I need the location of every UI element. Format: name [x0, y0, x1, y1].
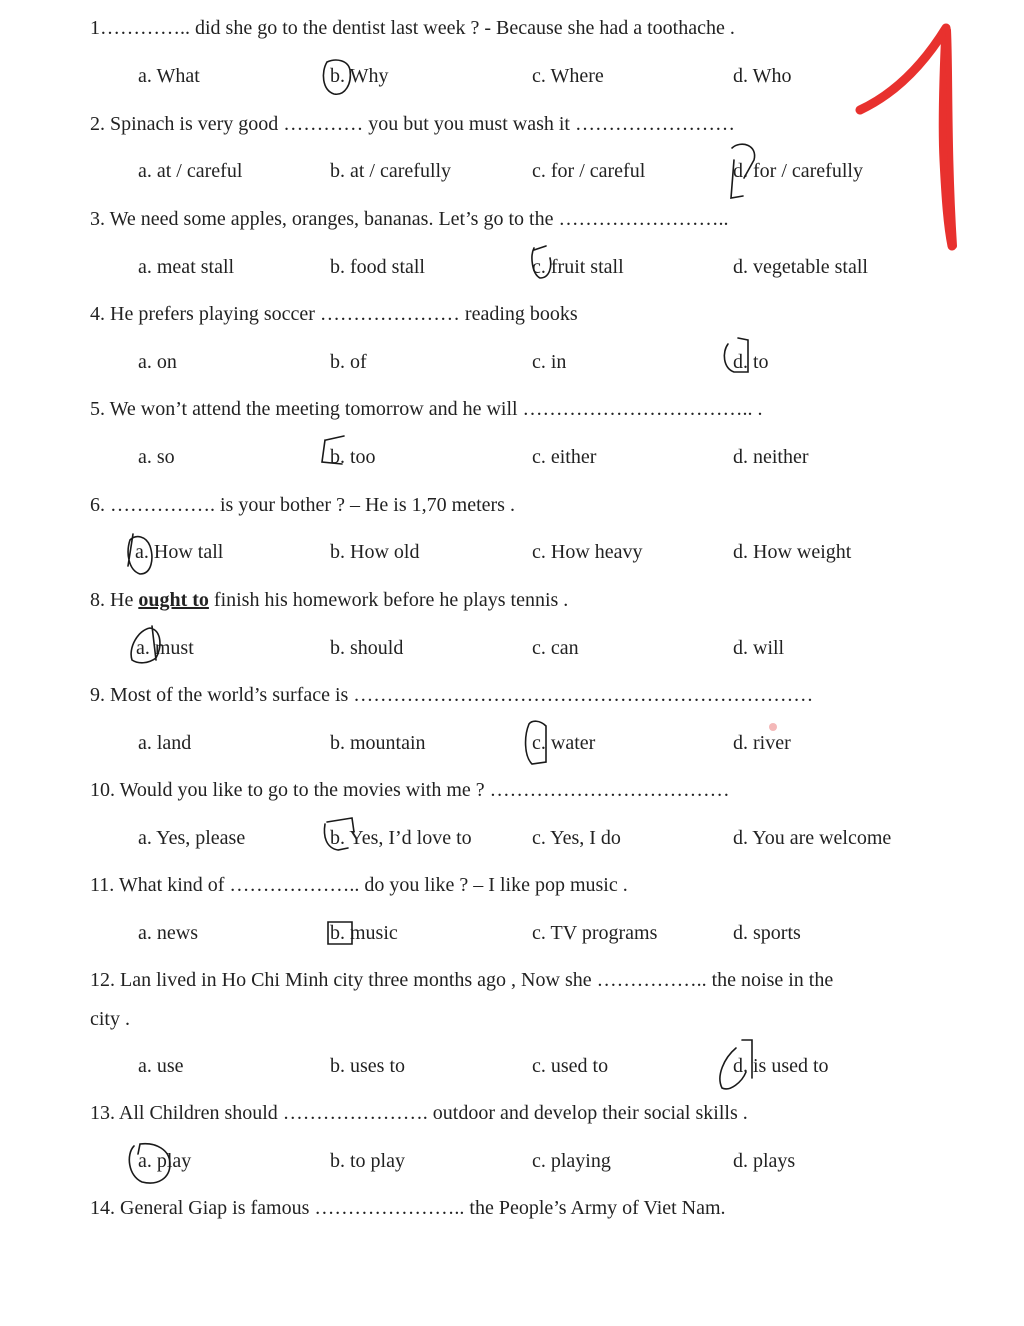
option-4d[interactable]: d. to — [733, 351, 769, 373]
option-9d[interactable]: d. river — [733, 732, 791, 754]
option-5a[interactable]: a. so — [138, 446, 175, 468]
question-8 — [90, 588, 568, 612]
option-8a[interactable]: a. must — [136, 637, 194, 659]
option-13b[interactable]: b. to play — [330, 1150, 405, 1172]
option-9b[interactable]: b. mountain — [330, 732, 426, 754]
option-1a[interactable]: a. What — [138, 65, 200, 87]
underlined-phrase: ought to — [138, 589, 209, 611]
red-number-one-mark — [850, 10, 970, 270]
option-5d[interactable]: d. neither — [733, 446, 809, 468]
option-2b[interactable]: b. at / carefully — [330, 160, 452, 182]
pink-dot — [769, 723, 777, 731]
question-1: 1………….. did she go to the dentist last week ? - Because she had a toothache . — [90, 17, 735, 39]
option-5b[interactable]: b. too — [330, 446, 376, 468]
option-11a[interactable]: a. news — [138, 922, 198, 944]
option-6d[interactable]: d. How weight — [733, 541, 852, 563]
option-12d[interactable]: d. is used to — [733, 1055, 829, 1077]
question-13: 13. All Children should …………………. outdoor and develop their social skills . — [90, 1102, 748, 1124]
option-12b[interactable]: b. uses to — [330, 1055, 405, 1077]
option-12c[interactable]: c. used to — [532, 1055, 609, 1077]
option-5c[interactable]: c. either — [532, 446, 597, 468]
question-6: 6. ……………. is your bother ? – He is 1,70 meters . — [90, 494, 515, 516]
option-4c[interactable]: c. in — [532, 351, 567, 373]
question-9: 9. Most of the world’s surface is …………………………………………………………… — [90, 684, 814, 706]
option-10b[interactable]: b. Yes, I’d love to — [330, 827, 472, 849]
option-1d[interactable]: d. Who — [733, 65, 792, 87]
option-3d[interactable]: d. vegetable stall — [733, 256, 868, 278]
option-3b[interactable]: b. food stall — [330, 256, 425, 278]
option-8b[interactable]: b. should — [330, 637, 404, 659]
question-14: 14. General Giap is famous ………………….. the People’s Army of Viet Nam. — [90, 1197, 726, 1219]
question-3: 3. We need some apples, oranges, bananas. Let’s go to the …………………….. — [90, 208, 729, 230]
option-10c[interactable]: c. Yes, I do — [532, 827, 621, 849]
option-10d[interactable]: d. You are welcome — [733, 827, 892, 849]
question-4: 4. He prefers playing soccer ………………… reading books — [90, 303, 578, 325]
option-13d[interactable]: d. plays — [733, 1150, 796, 1172]
option-4a[interactable]: a. on — [138, 351, 177, 373]
option-11b[interactable]: b. music — [330, 922, 398, 944]
option-6b[interactable]: b. How old — [330, 541, 420, 563]
option-2a[interactable]: a. at / careful — [138, 160, 243, 182]
option-11c[interactable]: c. TV programs — [532, 922, 658, 944]
option-13c[interactable]: c. playing — [532, 1150, 611, 1172]
option-3a[interactable]: a. meat stall — [138, 256, 235, 278]
option-2d[interactable]: d. for / carefully — [733, 160, 863, 182]
question-8-before: 8. He — [90, 589, 139, 611]
option-9c[interactable]: c. water — [532, 732, 596, 754]
option-1c[interactable]: c. Where — [532, 65, 604, 87]
option-6c[interactable]: c. How heavy — [532, 541, 643, 563]
option-12a[interactable]: a. use — [138, 1055, 184, 1077]
option-4b[interactable]: b. of — [330, 351, 367, 373]
question-5: 5. We won’t attend the meeting tomorrow and he will …………………………….. . — [90, 398, 763, 420]
question-12-line2: city . — [90, 1008, 130, 1030]
option-1b[interactable]: b. Why — [330, 65, 389, 87]
option-8d[interactable]: d. will — [733, 637, 785, 659]
question-2: 2. Spinach is very good ………… you but you must wash it …………………… — [90, 113, 735, 135]
option-3c[interactable]: c. fruit stall — [532, 256, 624, 278]
question-10: 10. Would you like to go to the movies with me ? ……………………………… — [90, 779, 730, 801]
option-9a[interactable]: a. land — [138, 732, 192, 754]
option-10a[interactable]: a. Yes, please — [138, 827, 246, 849]
option-6a[interactable]: a. How tall — [135, 541, 224, 563]
option-8c[interactable]: c. can — [532, 637, 579, 659]
option-13a[interactable]: a. play — [138, 1150, 192, 1172]
option-2c[interactable]: c. for / careful — [532, 160, 646, 182]
question-11: 11. What kind of ……………….. do you like ? – I like pop music . — [90, 874, 628, 896]
question-12: 12. Lan lived in Ho Chi Minh city three months ago , Now she …………….. the noise in the — [90, 969, 834, 991]
question-8-after: finish his homework before he plays tennis . — [208, 589, 569, 611]
option-11d[interactable]: d. sports — [733, 922, 801, 944]
